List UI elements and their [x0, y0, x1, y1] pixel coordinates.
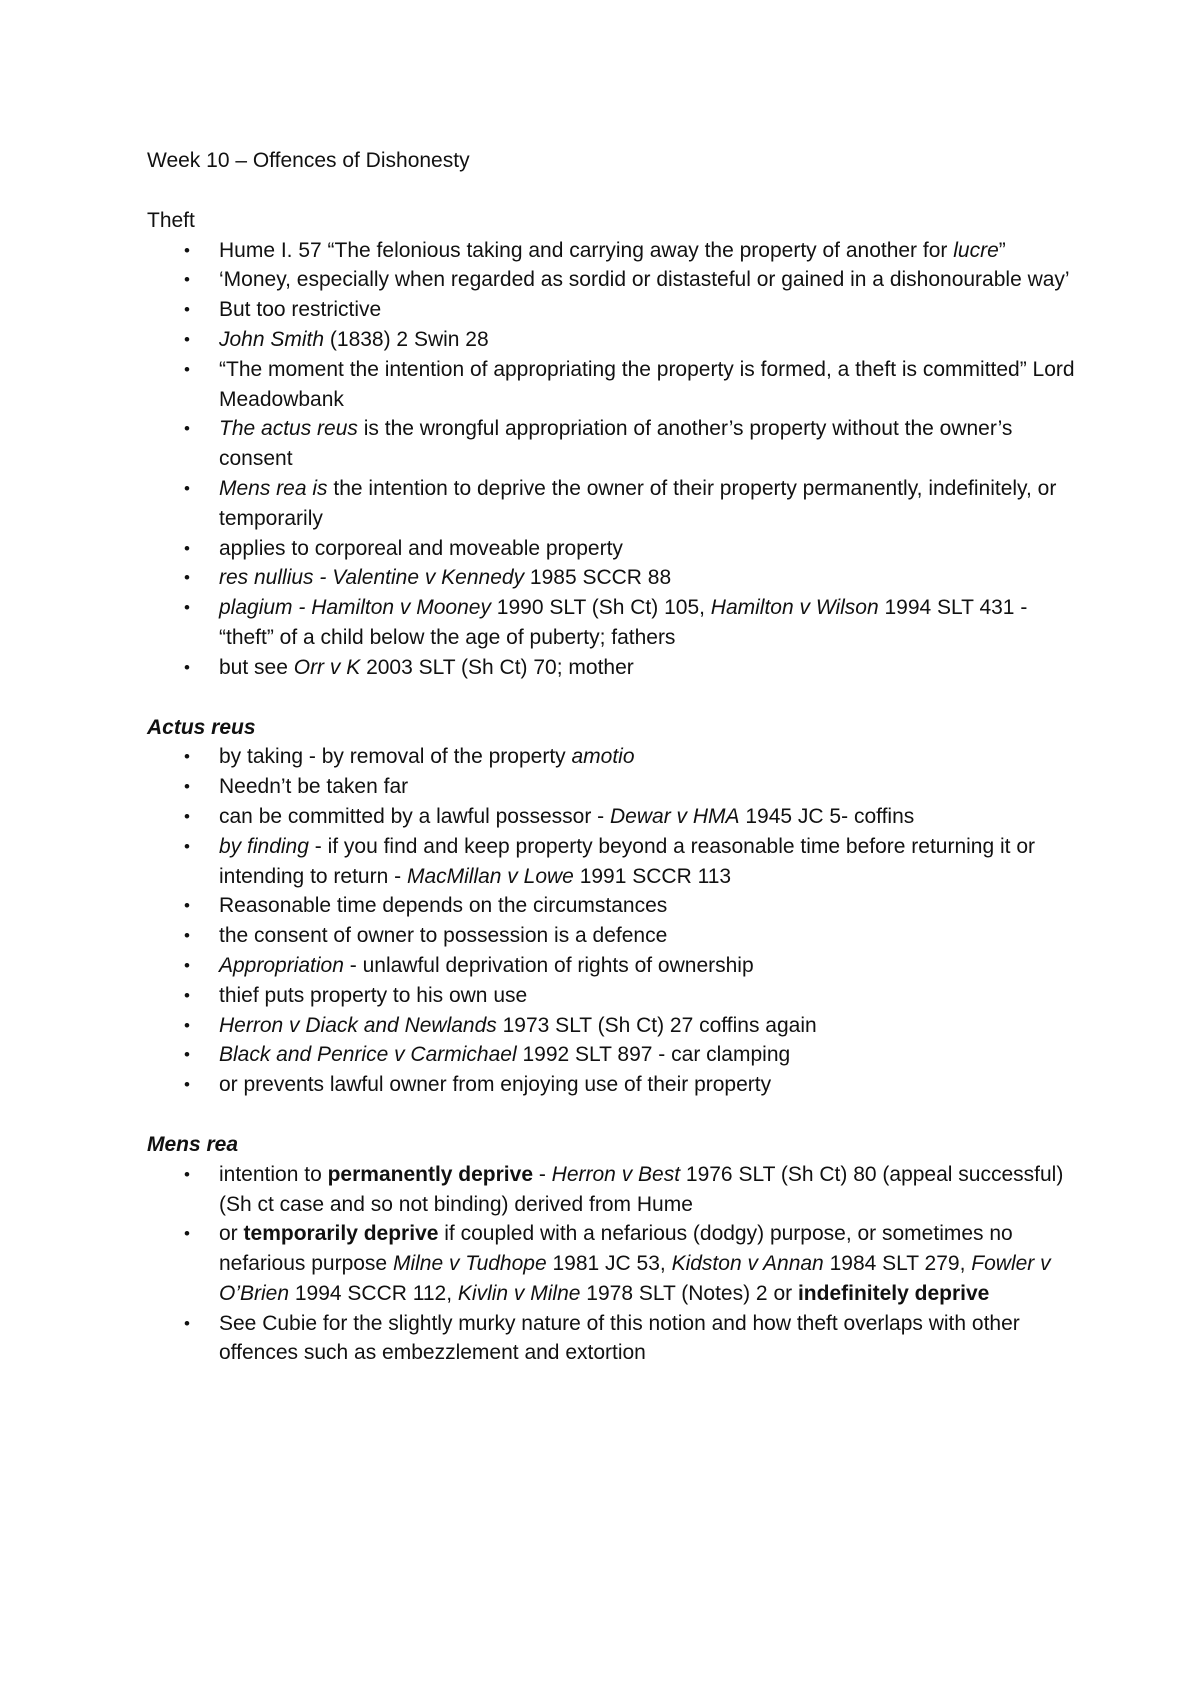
text-run: 1990 SLT (Sh Ct) 105,: [490, 596, 711, 620]
italic-text: Appropriation: [219, 953, 344, 977]
list-item: [219, 265, 1087, 295]
list-item: [219, 1070, 1087, 1100]
italic-text: res nullius - Valentine v Kennedy: [219, 566, 525, 590]
text-run: 1984 SLT 279,: [823, 1252, 972, 1276]
text-run: ‘Money, especially when regarded as sordid or distasteful or gained in a dishonourable way’: [219, 268, 1070, 292]
italic-text: amotio: [571, 745, 635, 769]
list-item: [219, 325, 1087, 355]
list-item: [219, 802, 1087, 832]
text-run: - if you find and keep property beyond a reasonable time before returning it or intending to return -: [219, 834, 1036, 888]
italic-text: Fowler v O’Brien: [219, 1252, 1051, 1305]
list-item: [219, 355, 1087, 415]
text-run: thief puts property to his own use: [219, 983, 528, 1007]
text-run: Hume I. 57 “The felonious taking and carrying away the property of another for: [219, 238, 954, 262]
text-run: or prevents lawful owner from enjoying use of their property: [219, 1073, 772, 1097]
list-item: [219, 236, 1087, 266]
bold-text: temporarily deprive: [243, 1222, 439, 1246]
text-run: 1991 SCCR 113: [573, 864, 732, 888]
text-run: - unlawful deprivation of rights of ownership: [343, 953, 754, 977]
list-item: [219, 742, 1087, 772]
italic-text: Mens rea is: [219, 476, 328, 500]
list-item: [219, 921, 1087, 951]
section-spacer: [147, 1100, 1087, 1130]
list-item: [219, 653, 1087, 683]
italic-text: by finding: [219, 834, 309, 858]
text-run: the consent of owner to possession is a defence: [219, 924, 668, 948]
bold-text: permanently deprive: [327, 1162, 533, 1186]
text-run: “The moment the intention of appropriating the property is formed, a theft is committed” Lord Meadowbank: [219, 357, 1075, 411]
text-run: can be committed by a lawful possessor -: [219, 804, 611, 828]
bold-text: indefinitely deprive: [797, 1281, 990, 1305]
document-body: [147, 176, 1087, 1368]
text-run: 1985 SCCR 88: [524, 566, 672, 590]
list-item: [219, 534, 1087, 564]
italic-text: MacMillan v Lowe: [406, 864, 574, 888]
italic-text: Milne v Tudhope: [392, 1252, 547, 1276]
text-run: 1978 SLT (Notes) 2 or: [580, 1281, 798, 1305]
italic-text: Kivlin v Milne: [457, 1281, 581, 1305]
italic-text: John Smith: [219, 327, 325, 351]
text-run: See Cubie for the slightly murky nature of this notion and how theft overlaps with other offences such as embezzlement and extortion: [219, 1311, 1020, 1365]
text-run: 1976 SLT (Sh Ct) 80 (appeal successful) (Sh ct case and so not binding) derived from Hume: [219, 1162, 1064, 1216]
text-run: 1992 SLT 897 - car clamping: [516, 1043, 791, 1067]
list-item: [219, 832, 1087, 892]
italic-text: Hamilton v Wilson: [710, 596, 879, 620]
text-run: by taking - by removal of the property: [219, 745, 572, 769]
text-run: -: [533, 1162, 552, 1186]
text-run: Needn’t be taken far: [219, 775, 409, 799]
text-run: (1838) 2 Swin 28: [324, 327, 489, 351]
section-heading: Actus reus: [147, 715, 256, 739]
list-item: [219, 1219, 1087, 1308]
bullet-list: [147, 742, 1087, 1100]
text-run: 1981 JC 53,: [546, 1252, 672, 1276]
text-run: or: [219, 1222, 244, 1246]
text-run: 1945 JC 5- coffins: [739, 804, 915, 828]
list-item: [219, 1160, 1087, 1220]
italic-text: Herron v Best: [551, 1162, 681, 1186]
text-run: 1994 SLT 431 - “theft” of a child below the age of puberty; fathers: [219, 596, 1028, 649]
list-item: [219, 1309, 1087, 1369]
text-run: 2003 SLT (Sh Ct) 70; mother: [360, 655, 634, 679]
text-run: but see: [219, 655, 294, 679]
italic-text: plagium - Hamilton v Mooney: [219, 596, 491, 620]
list-item: [219, 295, 1087, 325]
text-run: if coupled with a nefarious (dodgy) purpose, or sometimes no nefarious purpose: [219, 1222, 1013, 1276]
list-item: [219, 1040, 1087, 1070]
list-item: [219, 981, 1087, 1011]
list-item: [219, 951, 1087, 981]
italic-text: The actus reus: [219, 417, 358, 441]
section-heading: Theft: [147, 208, 195, 232]
list-item: [219, 1011, 1087, 1041]
document-page: [147, 146, 1087, 1368]
text-run: is the wrongful appropriation of another’s property without the owner’s consent: [219, 417, 1013, 471]
section-spacer: [147, 176, 1087, 206]
italic-text: Black and Penrice v Carmichael: [219, 1043, 517, 1067]
list-item: [219, 474, 1087, 534]
text-run: the intention to deprive the owner of their property permanently, indefinitely, or temporarily: [219, 476, 1057, 530]
text-run: 1973 SLT (Sh Ct) 27 coffins again: [496, 1013, 817, 1037]
text-run: applies to corporeal and moveable property: [219, 536, 623, 560]
italic-text: Orr v K: [293, 655, 361, 679]
section-spacer: [147, 683, 1087, 713]
italic-text: Dewar v HMA: [610, 804, 740, 828]
list-item: [219, 891, 1087, 921]
document-title: Week 10 – Offences of Dishonesty: [147, 149, 470, 172]
bullet-list: [147, 1160, 1087, 1369]
section-heading: Mens rea: [147, 1132, 239, 1156]
bullet-list: [147, 236, 1087, 683]
text-run: 1994 SCCR 112,: [289, 1281, 458, 1305]
text-run: But too restrictive: [219, 298, 382, 322]
list-item: [219, 593, 1087, 653]
list-item: [219, 772, 1087, 802]
list-item: [219, 414, 1087, 474]
text-run: ”: [998, 238, 1006, 262]
text-run: intention to: [219, 1162, 328, 1186]
list-item: [219, 563, 1087, 593]
italic-text: Herron v Diack and Newlands: [219, 1013, 497, 1037]
italic-text: Kidston v Annan: [671, 1252, 824, 1276]
italic-text: lucre: [953, 238, 999, 262]
text-run: Reasonable time depends on the circumstances: [219, 894, 668, 918]
